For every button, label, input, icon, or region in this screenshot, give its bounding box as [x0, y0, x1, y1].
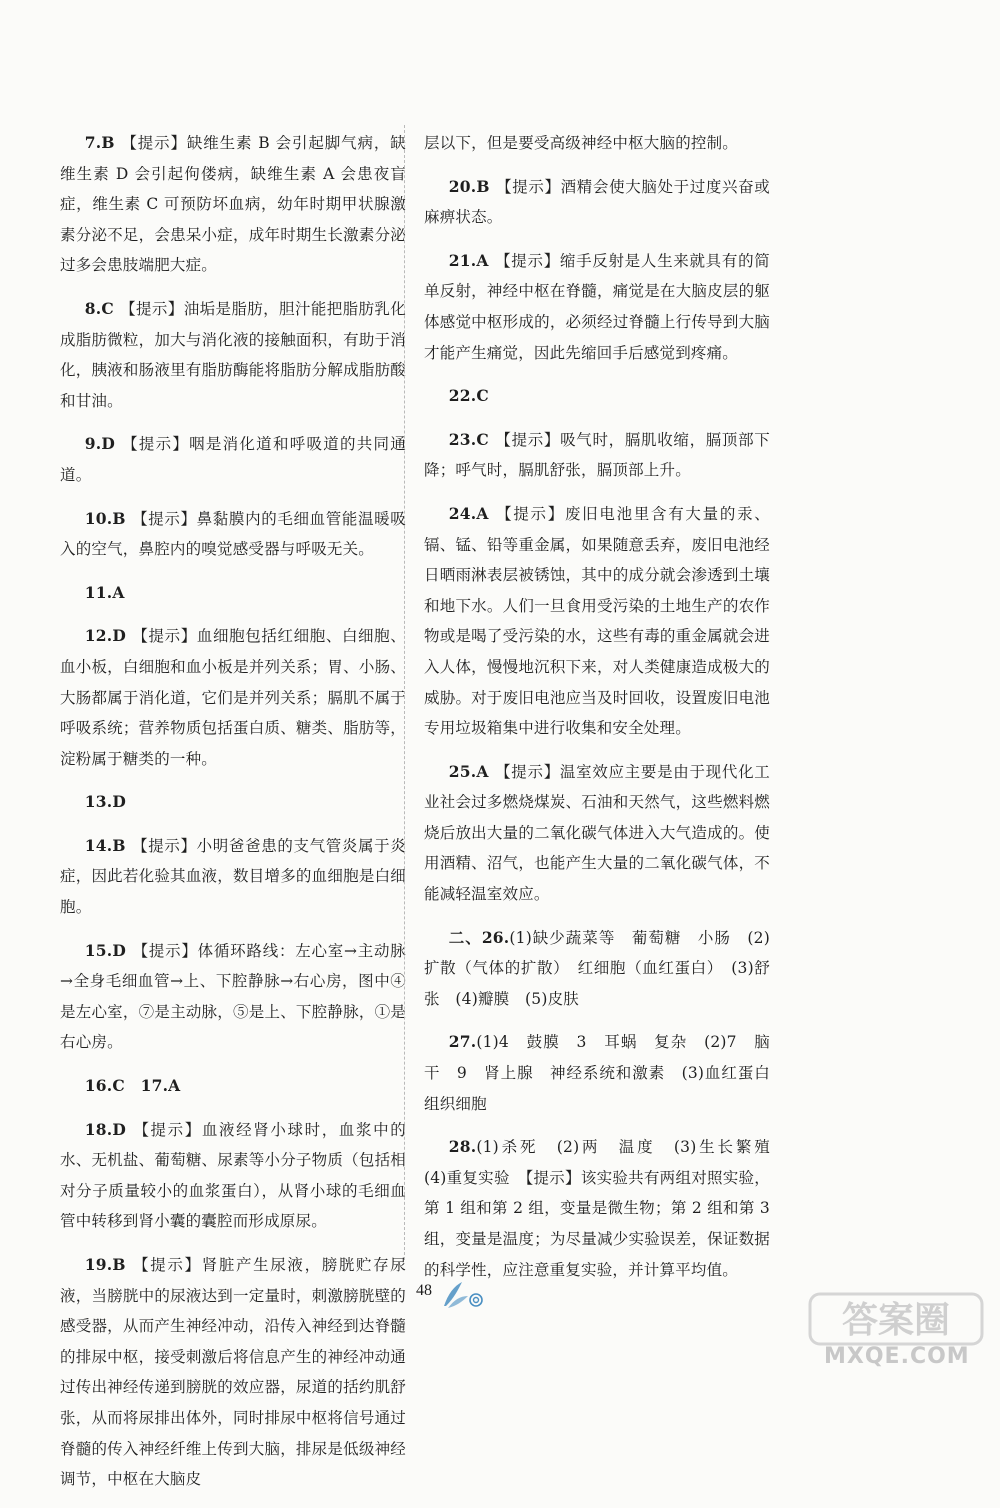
answer-number: 21.A — [448, 250, 489, 270]
hint-label: 【提示】 — [131, 1256, 202, 1274]
answer-text: 温室效应主要是由于现代化工业社会过多燃烧煤炭、石油和天然气，这些燃料燃烧后放出大量的二氧化碳气体进入大气造成的。使用酒精、沼气，也能产生大量的二氧化碳气体，不能减轻温室效应。 — [424, 762, 770, 904]
answer-text: (1)缺少蔬菜等 葡萄糖 小肠 (2)扩散（气体的扩散） 红细胞（血红蛋白） (3)舒张 (4)瓣膜 (5)皮肤 — [424, 928, 770, 1008]
answer-q12 — [60, 621, 406, 774]
hint-label: 【提示】 — [494, 504, 565, 523]
answer-number: 7.B — [84, 133, 115, 152]
hint-label: 【提示】 — [132, 627, 197, 646]
answer-q13 — [60, 787, 406, 818]
answer-number: 11.A — [84, 582, 125, 602]
answer-number: 25.A — [448, 761, 489, 781]
answer-q21 — [424, 246, 770, 368]
answer-text: 血细胞包括红细胞、白细胞、血小板，白细胞和血小板是并列关系；胃、小肠、大肠都属于消化道，它们是并列关系；膈肌不属于呼吸系统；营养物质包括蛋白质、糖类、脂肪等，淀粉属于糖类的一种。 — [60, 627, 406, 768]
answer-number: 23.C — [448, 429, 489, 449]
answer-q9 — [60, 429, 406, 490]
answer-text: 鼻黏膜内的毛细血管能温暖吸入的空气，鼻腔内的嗅觉感受器与呼吸无关。 — [60, 509, 406, 559]
answer-q23 — [424, 425, 770, 486]
hint-label: 【提示】 — [120, 134, 187, 152]
answer-number: 14.B — [84, 835, 126, 855]
hint-label: 【提示】 — [494, 251, 560, 270]
watermark-text: 答案圈 — [841, 1300, 951, 1341]
page-number: 48 — [416, 1282, 432, 1299]
hint-label: 【提示】 — [132, 941, 198, 960]
answer-number: 9.D — [84, 434, 116, 454]
answer-number: 20.B — [448, 176, 490, 196]
answer-q8 — [60, 294, 406, 416]
answer-text: 废旧电池里含有大量的汞、镉、锰、铅等重金属，如果随意丢弃，废旧电池经日晒雨淋表层被锈蚀，其中的成分就会渗透到土壤和地下水。人们一旦食用受污染的土地生产的农作物或是喝了受污染的水，这些有毒的重金属就会进入人体，慢慢地沉积下来，对人类健康造成极大的威胁。对于废旧电池应当及时回收，设置废旧电池专用垃圾箱集中进行收集和安全处理。 — [424, 504, 770, 738]
answer-number: 8.C — [84, 298, 114, 318]
hint-label: 【提示】 — [495, 177, 561, 196]
answer-q24 — [424, 499, 770, 744]
answer-q10 — [60, 504, 406, 565]
answer-text: 吸气时，膈肌收缩，膈顶部下降；呼气时，膈肌舒张，膈顶部上升。 — [424, 430, 770, 480]
hint-label: 【提示】 — [494, 430, 561, 449]
answer-q20 — [424, 172, 770, 233]
hint-label: 【提示】 — [119, 299, 184, 318]
answer-number: 10.B — [84, 508, 126, 528]
answer-q14 — [60, 831, 406, 923]
answer-number: 12.D — [84, 626, 127, 646]
column-divider — [404, 125, 405, 1260]
answer-number: 19.B — [84, 1255, 126, 1274]
answer-q27 — [424, 1027, 786, 1119]
answer-number: 27. — [448, 1032, 477, 1052]
answer-text: (1)杀死 (2)两 温度 (3)生长繁殖 (4)重复实验 【提示】该实验共有两组对照实验，第 1 组和第 2 组，变量是微生物；第 2 组和第 3 组，变量是温度；为尽量减少实验误差，保证数据的科学性，应注意重复实验，并计算平均值。 — [424, 1138, 786, 1279]
answer-number: 22.C — [448, 386, 489, 406]
answer-text: 酒精会使大脑处于过度兴奋或麻痹状态。 — [424, 177, 770, 227]
answer-q7 — [60, 128, 406, 281]
answer-text: 油垢是脂肪，胆汁能把脂肪乳化成脂肪微粒，加大与消化液的接触面积，有助于消化，胰液和肠液里有脂肪酶能将脂肪分解成脂肪酸和甘油。 — [60, 299, 406, 410]
answer-number: 二、26. — [448, 927, 510, 947]
hint-label: 【提示】 — [131, 509, 197, 528]
answer-text: 缩手反射是人生来就具有的简单反射，神经中枢在脊髓，痛觉是在大脑皮层的躯体感觉中枢形成的，必须经过脊髓上行传导到大脑才能产生痛觉，因此先缩回手后感觉到疼痛。 — [424, 251, 770, 362]
answer-q18 — [60, 1115, 406, 1237]
answer-text: 血液经肾小球时，血浆中的水、无机盐、葡萄糖、尿素等小分子物质（包括相对分子质量较小的血浆蛋白），从肾小球的毛细血管中转移到肾小囊的囊腔而形成原尿。 — [60, 1120, 406, 1231]
hint-label: 【提示】 — [131, 836, 197, 855]
hint-label: 【提示】 — [494, 762, 560, 781]
hint-label: 【提示】 — [132, 1120, 202, 1139]
answer-number: 16.C 17.A — [84, 1076, 181, 1096]
answer-number: 24.A — [448, 503, 489, 523]
answer-q25 — [424, 757, 770, 910]
answer-number: 18.D — [84, 1119, 127, 1139]
answer-text: 小明爸爸患的支气管炎属于炎症，因此若化验其血液，数目增多的血细胞是白细胞。 — [60, 836, 406, 917]
answer-number: 28. — [448, 1137, 477, 1157]
answer-number: 13.D — [84, 792, 127, 812]
answer-text: 缺维生素 B 会引起脚气病，缺维生素 D 会引起佝偻病，缺维生素 A 会患夜盲症，维生素 C 可预防坏血病，幼年时期甲状腺激素分泌不足，会患呆小症，成年时期生长激素分泌过多会患肢端肥大症。 — [60, 134, 406, 275]
answer-text: 咽是消化道和呼吸道的共同通道。 — [60, 435, 406, 484]
leaf-ornament-icon — [438, 1278, 486, 1312]
answer-q16 — [60, 1071, 406, 1102]
right-column — [424, 128, 786, 1298]
answer-q26 — [424, 923, 770, 1015]
answer-text: 体循环路线：左心室→主动脉→全身毛细血管→上、下腔静脉→右心房，图中④是左心室，⑦是主动脉，⑤是上、下腔静脉，①是右心房。 — [60, 941, 406, 1052]
answer-text: 层以下，但是要受高级神经中枢大脑的控制。 — [424, 134, 739, 152]
answer-q19-cont — [424, 128, 770, 159]
watermark-url: MXQE.COM — [824, 1344, 970, 1369]
hint-label: 【提示】 — [121, 435, 190, 454]
answer-number: 15.D — [84, 940, 127, 960]
answer-text: (1)4 鼓膜 3 耳蜗 复杂 (2)7 脑干 9 肾上腺 神经系统和激素 (3)血红蛋白 组织细胞 — [424, 1033, 786, 1113]
answer-q15 — [60, 936, 406, 1058]
answer-q11 — [60, 578, 406, 609]
answer-q28 — [424, 1132, 786, 1285]
answer-text: 肾脏产生尿液，膀胱贮存尿液，当膀胱中的尿液达到一定量时，刺激膀胱壁的感受器，从而产生神经冲动，沿传入神经到达脊髓的排尿中枢，接受刺激后将信息产生的神经冲动通过传出神经传递到膀胱的效应器，尿道的括约肌舒张，从而将尿排出体外，同时排尿中枢将信号通过脊髓的传入神经纤维上传到大脑，排尿是低级神经调节，中枢在大脑皮 — [60, 1256, 406, 1489]
answer-q22 — [424, 381, 770, 412]
